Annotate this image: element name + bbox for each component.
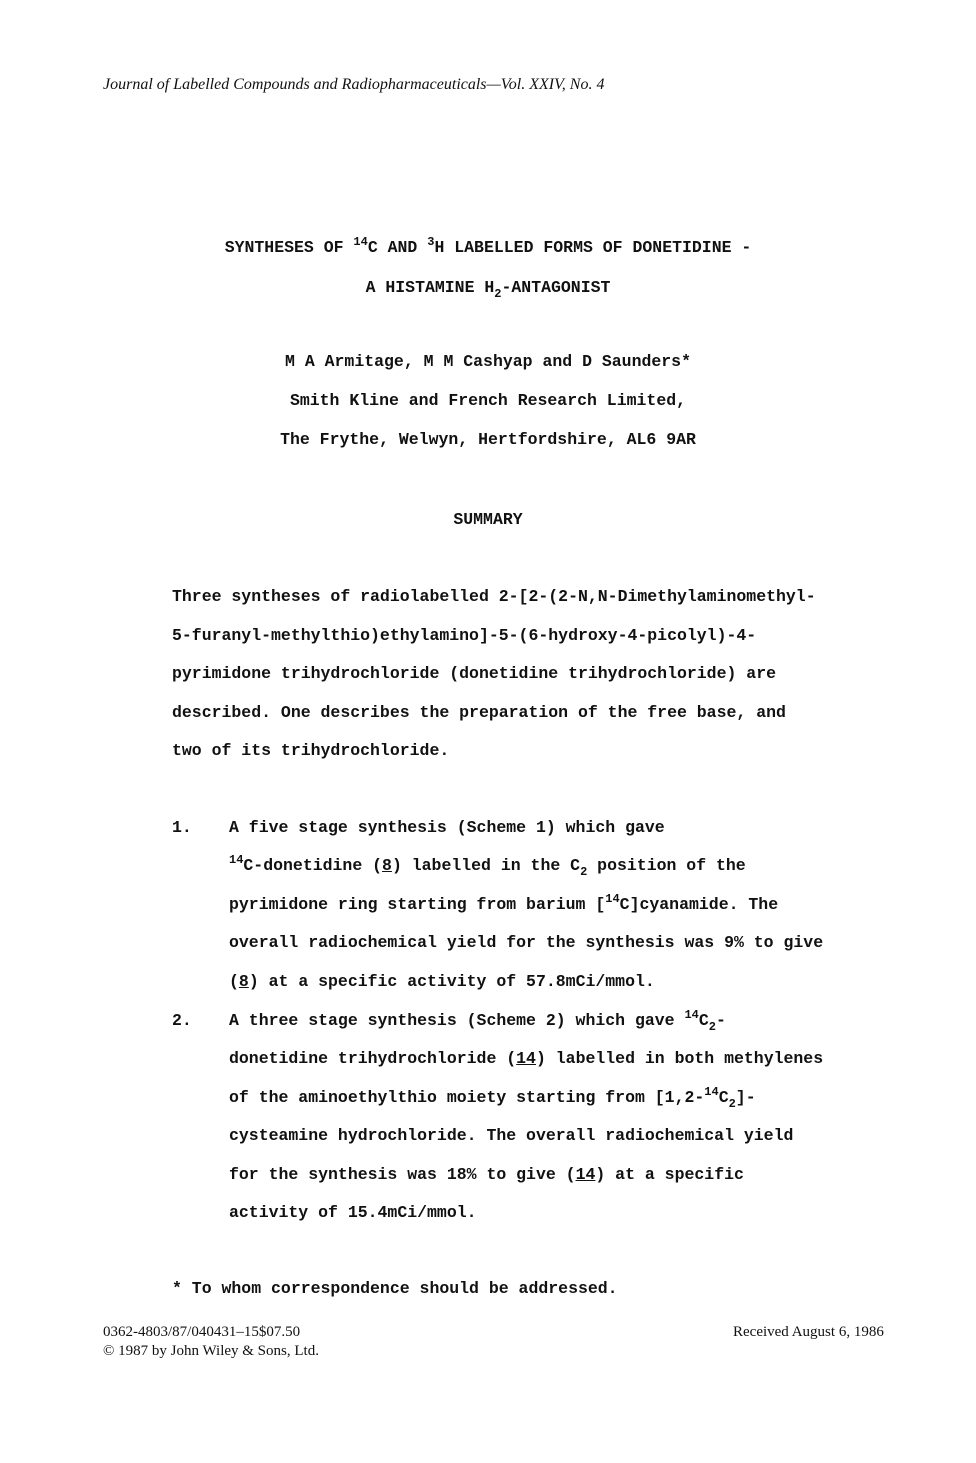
item1-line-5: (8) at a specific activity of 57.8mCi/mmol. [229,972,655,991]
summary-line: two of its trihydrochloride. [172,741,450,760]
item1-line-4: overall radiochemical yield for the synthesis was 9% to give [229,933,824,952]
compound-ref: 14 [516,1049,536,1068]
summary-line: pyrimidone trihydrochloride (donetidine trihydrochloride) are [172,664,776,683]
summary-line: described. One describes the preparation of the free base, and [172,703,786,722]
copyright: © 1987 by John Wiley & Sons, Ltd. [103,1343,319,1359]
received-date: Received August 6, 1986 [733,1324,884,1340]
author-names: M A Armitage, M M Cashyap and D Saunders* [285,352,691,371]
article-title-line-2: A HISTAMINE $H_2$-ANTAGONIST [365,278,611,301]
journal-header: Journal of Labelled Compounds and Radiopharmaceuticals—Vol. XXIV, No. 4 [103,76,605,93]
issn-price: 0362-4803/87/040431–15$07.50 [103,1324,301,1340]
compound-ref: 8 [238,972,249,991]
item1-line-3: pyrimidone ring starting from barium [$^{14}$C]cyanamide. The [229,892,779,914]
affiliation-line-1: Smith Kline and French Research Limited, [289,391,687,410]
affiliation-line-2: The Frythe, Welwyn, Hertfordshire, AL6 9AR [280,430,696,449]
item2-line-6: activity of 15.4mCi/mmol. [229,1203,477,1222]
item1-line-2: $^{14}$C-donetidine (8) labelled in the $C_2$ position of the [229,853,746,879]
compound-ref: 14 [575,1165,596,1184]
summary-line: 5-furanyl-methylthio)ethylamino]-5-(6-hydroxy-4-picolyl)-4- [172,626,757,645]
item2-line-2: donetidine trihydrochloride (14) labelled in both methylenes [229,1049,824,1068]
list-item-number: 1. [172,818,192,837]
summary-heading: SUMMARY [453,510,523,529]
item2-line-4: cysteamine hydrochloride. The overall radiochemical yield [229,1126,794,1145]
correspondence-footnote: * To whom correspondence should be addressed. [172,1279,618,1298]
item2-line-5: for the synthesis was 18% to give (14) at a specific [229,1165,744,1184]
compound-ref: 8 [382,856,392,875]
item2-line-1: A three stage synthesis (Scheme 2) which gave $^{14}C_2-$ [229,1008,726,1034]
item2-line-3: of the aminoethylthio moiety starting from $[1,2-^{14}C_2]-$ [229,1085,756,1111]
article-title-line-1: SYNTHESES OF $^{14}$C AND $^3$H LABELLED FORMS OF DONETIDINE - [224,235,752,257]
summary-line: Three syntheses of radiolabelled 2-[2-(2-N,N-Dimethylaminomethyl- [172,587,816,606]
item1-line-1: A five stage synthesis (Scheme 1) which gave [229,818,665,837]
list-item-number: 2. [172,1011,192,1030]
